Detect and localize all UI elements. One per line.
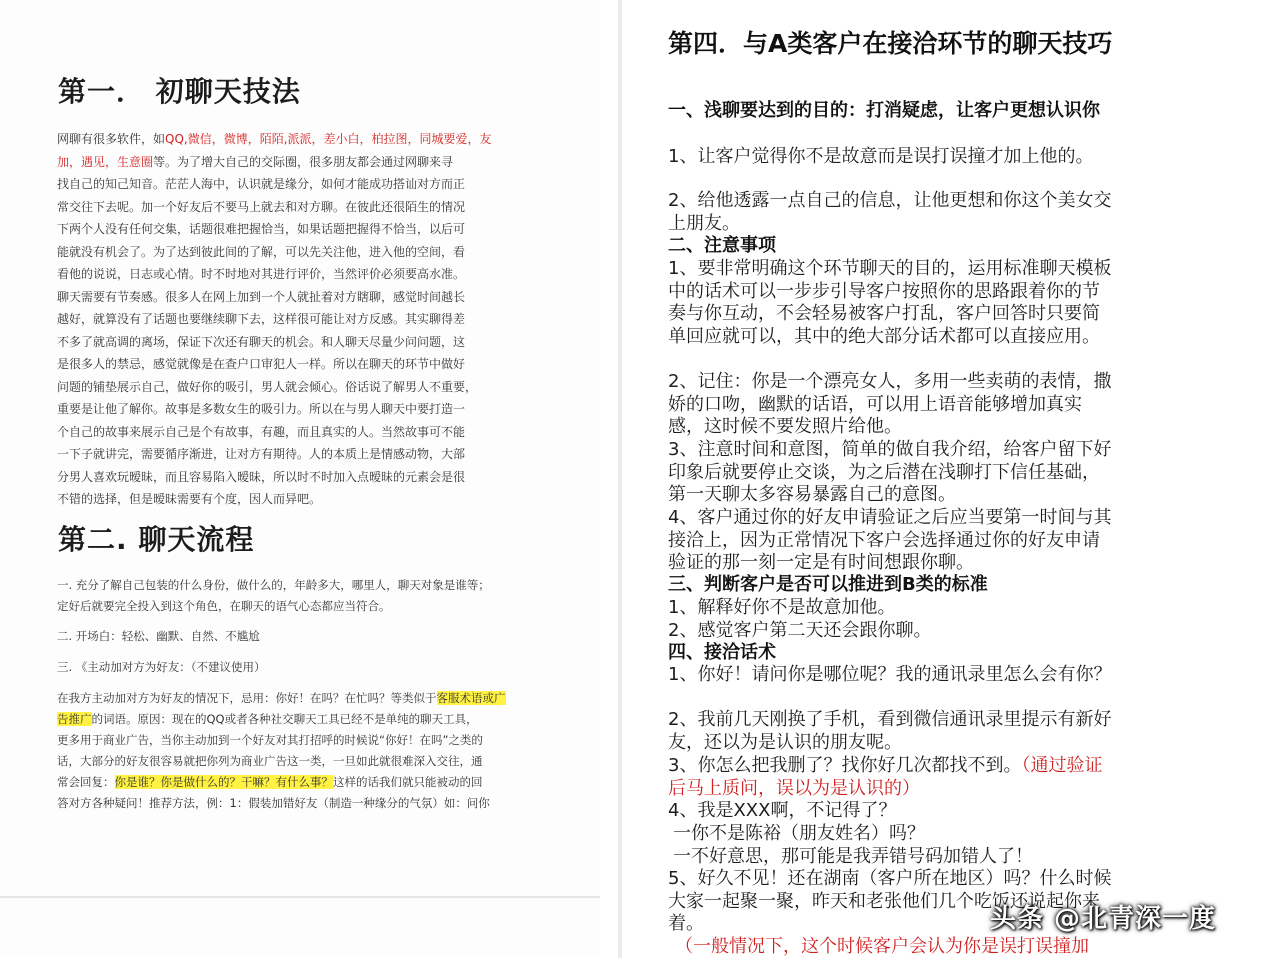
flow-item-1-line-1: 一. 充分了解自己包装的什么身份，做什么的，年龄多大，哪里人，聊天对象是谁等； xyxy=(57,578,490,592)
line-12: 个自己的故事来展示自己是个有故事，有趣，而且真实的人。当然故事可不能 xyxy=(57,424,466,439)
para-text-e: 常会回复： xyxy=(57,775,115,789)
line-7: 越好，就算没有了话题也要继续聊下去，这样很可能让对方反感。其实聊得差 xyxy=(57,312,466,326)
line-1: 找自己的知己知音。茫茫人海中，认识就是缘分，如何才能成功搭讪对方而正 xyxy=(57,177,466,191)
highlight-replies: 你是谁？你是做什么的？干嘛？有什么事？ xyxy=(114,775,333,789)
source-watermark: 头条 @北青深一度 xyxy=(990,904,1217,934)
flow-item-3: 三. 《主动加对方为好友：（不建议使用） xyxy=(57,660,266,674)
section1-title: 第一． 初聊天技法 xyxy=(58,75,301,108)
section2-title: 第二. 聊天流程 xyxy=(58,523,255,556)
flow-paragraph xyxy=(57,688,507,814)
flow-item-1-line-2: 定好后就要完全投入到这个角色，在聊天的语气心态都应当符合。 xyxy=(57,599,391,613)
line-13: 一下子就讲完，需要循序渐进，让对方有期待。人的本质上是情感动物，大部 xyxy=(57,447,466,461)
line-14: 分男人喜欢玩暧昧，而且容易陷入暧昧，所以时不时加入点暧昧的元素会是很 xyxy=(57,469,466,484)
line-3: 下两个人没有任何交集，话题很难把握恰当，如果话题把握得不恰当，以后可 xyxy=(57,222,466,236)
para-text-a: 在我方主动加对方为好友的情况下，忌用：你好！在吗？在忙吗？等类似于 xyxy=(57,691,437,705)
intro-prefix: 网聊有很多软件，如 xyxy=(57,132,166,146)
right-page xyxy=(625,0,1280,958)
script-2: 2、我前几天刚换了手机，看到微信通讯录里提示有新好友，还以为是认识的朋友呢。 xyxy=(668,709,1112,753)
line-4: 能就没有机会了。为了达到彼此间的了解，可以先关注他，进入他的空间，看 xyxy=(57,244,466,259)
para-text-g: 答对方各种疑问！推荐方法，例：1：假装加错好友（制造一种缘分的气氛）如：问你 xyxy=(57,796,490,810)
para-text-c: 更多用于商业广告，当你主动加到一个好友对其打招呼的时候说“你好！在吗”之类的 xyxy=(57,733,483,747)
script-3 xyxy=(668,755,1113,800)
subheading-3: 三、判断客户是否可以推进到B类的标准 xyxy=(668,574,988,595)
app-list: QQ,微信，微博，陌陌,派派，差小白，柏拉图，同城要爱，友加，遇见，生意圈 xyxy=(57,132,492,169)
script-5: 5、好久不见！还在湖南（客户所在地区）吗？什么时候大家一起聚一聚，昨天和老张他们几个吃饭还说起你来着。 xyxy=(668,868,1112,935)
s3-item-1: 1、解释好你不是故意加他。 xyxy=(668,597,896,618)
line-0: 等。为了增大自己的交际圈，很多朋友都会通过网聊来寻 xyxy=(153,154,454,169)
line-11: 重要是让他了解你。故事是多数女生的吸引力。所以在与男人聊天中要打造一 xyxy=(57,402,466,416)
line-9: 是很多人的禁忌，感觉就像是在查户口审犯人一样。所以在聊天的环节中做好 xyxy=(57,357,466,371)
flow-item-2: 二. 开场白：轻松、幽默、自然、不尴尬 xyxy=(57,629,260,643)
line-2: 常交往下去呢。加一个好友后不要马上就去和对方聊。在彼此还很陌生的情况 xyxy=(57,199,466,214)
script-1: 1、你好！请问你是哪位呢？我的通讯录里怎么会有你？ xyxy=(668,664,1112,685)
subheading-1: 一、浅聊要达到的目的：打消疑虑，让客户更想认识你 xyxy=(668,100,1100,121)
s1-item-2: 2、给他透露一点自己的信息，让他更想和你这个美女交上朋友。 xyxy=(668,190,1112,234)
s2-item-4: 4、客户通过你的好友申请验证之后应当要第一时间与其接洽上，因为正常情况下客户会选择通过你的好友申请验证的那一刻一定是有时间想跟你聊。 xyxy=(668,507,1112,574)
para-text-b: 的词语。原因：现在的QQ或者各种社交聊天工具已经不是单纯的聊天工具， xyxy=(91,712,478,726)
para-text-f: 这样的话我们就只能被动的回 xyxy=(333,775,483,789)
script-3-note: （通过验证后马上质问，误以为是认识的） xyxy=(668,755,1103,799)
script-3-text: 3、你怎么把我删了？找你好几次都找不到。 xyxy=(668,755,1022,776)
s1-item-1: 1、让客户觉得你不是故意而是误打误撞才加上他的。 xyxy=(668,146,1094,167)
s2-item-2: 2、记住：你是一个漂亮女人，多用一些卖萌的表情，撒娇的口吻，幽默的话语，可以用上语音能够增加真实感，这时候不要发照片给他。 xyxy=(668,371,1112,438)
script-4-reply-1: 一你不是陈裕（朋友姓名）吗？ xyxy=(673,823,925,844)
para-text-d: 话，大部分的好友很容易就把你列为商业广告这一类，一旦如此就很难深入交往，通 xyxy=(57,754,483,768)
line-5: 看他的说说，日志或心情。时不时地对其进行评价，当然评价必须要高水准。 xyxy=(57,267,466,281)
highlight-ad-terms: 客服术语或广告推广 xyxy=(57,691,506,726)
section4-title: 第四．与A类客户在接洽环节的聊天技巧 xyxy=(668,29,1113,58)
script-5-note: （一般情况下，这个时候客户会认为你是误打误撞加 xyxy=(675,936,1089,957)
subheading-4: 四、接洽话术 xyxy=(668,642,776,663)
script-4: 4、我是XXX啊，不记得了？ xyxy=(668,800,897,821)
s2-item-1: 1、要非常明确这个环节聊天的目的，运用标准聊天模板中的话术可以一步步引导客户按照你的思路跟着你的节奏与你互动，不会轻易被客户打乱，客户回答时只要简单回应就可以，其中的绝大部分话术都可以直接应用。 xyxy=(668,258,1112,347)
s3-item-2: 2、感觉客户第二天还会跟你聊。 xyxy=(668,620,932,641)
line-8: 不多了就高调的离场，保证下次还有聊天的机会。和人聊天尽量少问问题，这 xyxy=(57,334,466,349)
subheading-2: 二、注意事项 xyxy=(668,235,776,256)
page-gutter xyxy=(618,0,622,958)
left-page xyxy=(0,0,600,958)
script-4-reply-2: 一不好意思，那可能是我弄错号码加错人了！ xyxy=(673,846,1033,867)
page-bottom-divider xyxy=(0,896,600,898)
line-15: 不错的选择，但是暧昧需要有个度，因人而异吧。 xyxy=(57,492,322,506)
section1-body xyxy=(57,128,507,511)
flow-item-1 xyxy=(57,575,507,617)
s2-item-3: 3、注意时间和意图，简单的做自我介绍，给客户留下好印象后就要停止交谈，为之后潜在浅聊打下信任基础，第一天聊太多容易暴露自己的意图。 xyxy=(668,439,1112,506)
line-10: 问题的铺垫展示自己，做好你的吸引，男人就会倾心。俗话说了解男人不重要， xyxy=(57,379,478,394)
line-6: 聊天需要有节奏感。很多人在网上加到一个人就扯着对方瞎聊，感觉时间越长 xyxy=(57,289,466,304)
